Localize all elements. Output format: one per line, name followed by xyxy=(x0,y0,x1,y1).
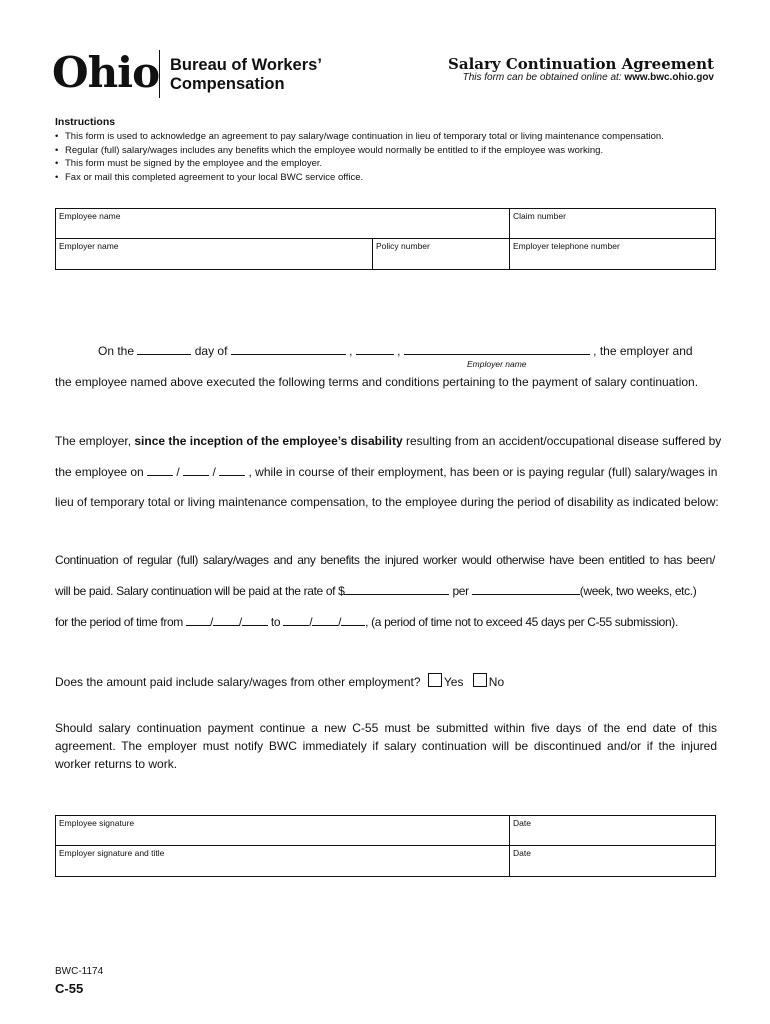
to-month-blank[interactable] xyxy=(283,614,309,626)
online-lead-text: This form can be obtained online at: xyxy=(462,72,622,83)
instruction-item: • Fax or mail this completed agreement to your local BWC service office. xyxy=(55,171,664,185)
period-from-text: for the period of time from xyxy=(55,615,183,629)
employer-phone-label: Employer telephone number xyxy=(513,241,620,251)
period-line xyxy=(55,614,715,629)
employee-name-field[interactable] xyxy=(56,209,509,238)
continuation-notice: Should salary continuation payment continue a new C-55 must be submitted within five days of the end date of this agreement. The employer must notify BWC immediately if salary continuation will be discontinued and/or if the injured worker returns to work. xyxy=(55,721,717,771)
from-day-blank[interactable] xyxy=(213,614,239,626)
agreement-date-line xyxy=(98,343,718,358)
slash-text: / xyxy=(309,615,313,629)
online-url-link[interactable]: www.bwc.ohio.gov xyxy=(624,72,714,83)
slash-text: / xyxy=(212,465,216,479)
employer-name-field[interactable] xyxy=(56,239,372,268)
ohio-logo: Ohio xyxy=(52,48,160,97)
employee-signature-label: Employee signature xyxy=(59,818,135,828)
from-year-blank[interactable] xyxy=(242,614,268,626)
online-availability xyxy=(463,72,714,83)
on-the-text: On the xyxy=(98,344,135,358)
day-blank[interactable] xyxy=(137,343,191,355)
agency-name xyxy=(170,56,322,94)
slash-text: / xyxy=(176,465,180,479)
no-checkbox[interactable] xyxy=(473,673,487,687)
p2-bold-text: since the inception of the employee’s disability xyxy=(134,434,403,448)
employee-signature-date-field[interactable] xyxy=(510,816,714,845)
rate-period-blank[interactable] xyxy=(472,583,580,595)
comma-text: , xyxy=(397,344,401,358)
to-day-blank[interactable] xyxy=(312,614,338,626)
employer-statement-line-1 xyxy=(55,434,722,448)
year-blank[interactable] xyxy=(356,343,394,355)
per-text: per xyxy=(452,584,469,598)
yes-label: Yes xyxy=(443,675,464,689)
employer-signature-date-field[interactable] xyxy=(510,846,714,875)
agency-name-line2: Compensation xyxy=(170,75,285,93)
form-title: Salary Continuation Agreement xyxy=(448,55,714,73)
rate-amount-blank[interactable] xyxy=(344,583,449,595)
employee-name-label: Employee name xyxy=(59,211,121,221)
to-year-blank[interactable] xyxy=(341,614,365,626)
employee-on-text: the employee on xyxy=(55,465,144,479)
injury-day-blank[interactable] xyxy=(183,464,209,476)
comma-text: , xyxy=(349,344,353,358)
instructions-list xyxy=(55,130,664,184)
claim-number-label: Claim number xyxy=(513,211,566,221)
employer-statement-line-3: lieu of temporary total or living maintenance compensation, to the employee during the period of disability as indicated below: xyxy=(55,495,719,509)
injury-year-blank[interactable] xyxy=(219,464,245,476)
date-label: Date xyxy=(513,848,531,858)
injury-date-line xyxy=(55,464,718,479)
the-employer-and-text: , the employer and xyxy=(593,344,693,358)
instructions-heading: Instructions xyxy=(55,116,116,128)
policy-number-field[interactable] xyxy=(373,239,509,268)
instruction-item: • This form is used to acknowledge an agreement to pay salary/wage continuation in lieu of temporary total or living maintenance compensation. xyxy=(55,130,664,144)
employer-phone-field[interactable] xyxy=(510,239,714,268)
slash-text: / xyxy=(238,615,242,629)
employment-text: , while in course of their employment, has been or is paying regular (full) salary/wages in xyxy=(248,465,718,479)
to-text: to xyxy=(270,615,281,629)
logo-divider xyxy=(159,50,160,98)
employer-name-label: Employer name xyxy=(59,241,119,251)
period-limit-text: , (a period of time not to exceed 45 days per C-55 submission). xyxy=(365,615,678,629)
claim-number-field[interactable] xyxy=(510,209,714,238)
instruction-item: • Regular (full) salary/wages includes any benefits which the employee would normally be entitled to if the employee was working. xyxy=(55,144,664,158)
continuation-line-1: Continuation of regular (full) salary/wages and any benefits the injured worker would otherwise have been entitled to has been/ xyxy=(55,553,715,567)
employer-signature-label: Employer signature and title xyxy=(59,848,165,858)
yes-checkbox[interactable] xyxy=(428,673,442,687)
form-number: BWC-1174 xyxy=(55,966,104,977)
no-label: No xyxy=(488,675,505,689)
agency-name-line1: Bureau of Workers’ xyxy=(170,56,322,74)
policy-number-label: Policy number xyxy=(376,241,430,251)
day-of-text: day of xyxy=(194,344,228,358)
month-blank[interactable] xyxy=(231,343,346,355)
other-employment-question xyxy=(55,673,715,689)
form-code: C-55 xyxy=(55,981,84,996)
injury-month-blank[interactable] xyxy=(147,464,173,476)
p2-text-b: resulting from an accident/occupational disease suffered by xyxy=(402,434,722,448)
agreement-line-2: the employee named above executed the following terms and conditions pertaining to the payment of salary continuation. xyxy=(55,375,699,389)
date-label: Date xyxy=(513,818,531,828)
rate-line xyxy=(55,583,715,598)
employer-signature-field[interactable] xyxy=(56,846,509,875)
period-example-text: (week, two weeks, etc.) xyxy=(579,584,697,598)
employee-signature-field[interactable] xyxy=(56,816,509,845)
from-month-blank[interactable] xyxy=(186,614,210,626)
slash-text: / xyxy=(209,615,213,629)
employer-name-blank[interactable] xyxy=(404,343,590,355)
employer-name-caption: Employer name xyxy=(467,359,527,369)
question-text: Does the amount paid include salary/wages from other employment? xyxy=(55,675,421,689)
instruction-item: • This form must be signed by the employee and the employer. xyxy=(55,157,664,171)
slash-text: / xyxy=(338,615,342,629)
rate-text: will be paid. Salary continuation will be paid at the rate of $ xyxy=(55,584,345,598)
p2-text-a: The employer, xyxy=(55,434,135,448)
